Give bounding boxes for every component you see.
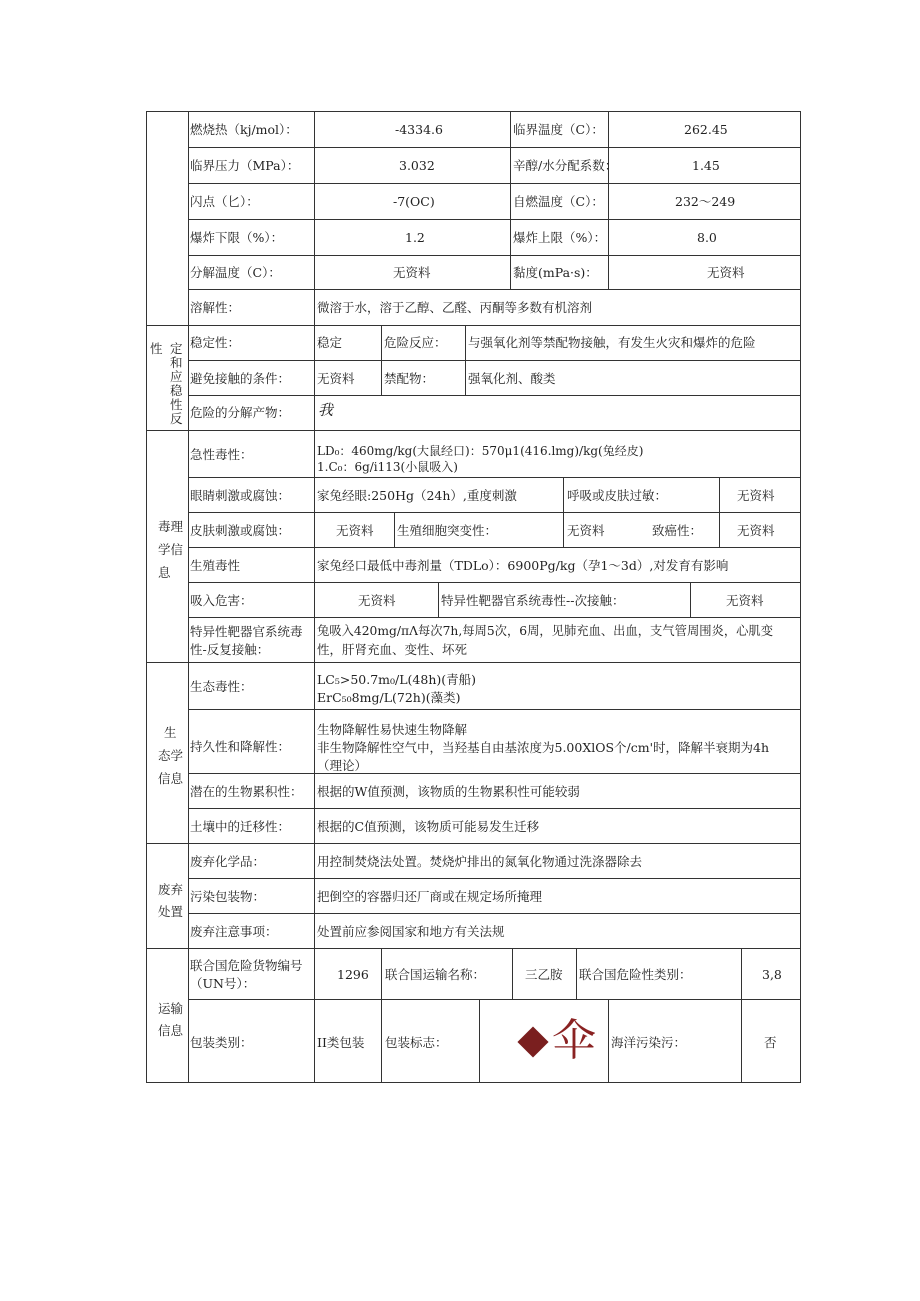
stability-value: 稳定 xyxy=(317,335,343,350)
avoid-conditions-value: 无资料 xyxy=(317,371,355,386)
eye-irritation-label: 眼睛刺激或腐蚀： xyxy=(190,488,291,503)
upper-explosive-label: 爆炸上限（%）： xyxy=(513,230,607,245)
autoignition-label: 自燃温度（C）： xyxy=(513,194,604,209)
upper-explosive-value: 8.0 xyxy=(697,230,717,245)
inhalation-hazard-label: 吸入危害： xyxy=(190,593,253,608)
solubility-value: 微溶于水，溶于乙醇、乙醛、丙酮等多数有机溶剂 xyxy=(317,300,593,315)
transport-section-line2: 信息 xyxy=(158,1023,184,1038)
critical-temp-value: 262.45 xyxy=(684,122,728,137)
flash-point-label: 闪点（匕）： xyxy=(190,194,259,209)
contaminated-packaging-label: 污染包装物： xyxy=(190,889,266,904)
decomposition-products-label: 危险的分解产物： xyxy=(190,405,291,420)
stot-repeated-value-2: 性，肝肾充血、变性、坏死 xyxy=(317,642,468,657)
hazard-reaction-value: 与强氧化剂等禁配物接触，有发生火灾和爆炸的危险 xyxy=(468,335,756,350)
inhalation-hazard-value: 无资料 xyxy=(358,593,396,608)
disposal-section-line2: 处置 xyxy=(158,904,184,919)
stot-single-label: 特异性靶器官系统毒性--次接触： xyxy=(441,593,625,608)
ecotoxicity-line1: LC₅>50.7m₀/L(48h)(青船) xyxy=(317,672,477,687)
skin-irritation-value: 无资料 xyxy=(336,523,374,538)
incompatible-label: 禁配物： xyxy=(384,371,435,386)
disposal-section-line1: 废弃 xyxy=(158,882,184,897)
persistence-line3: （理论） xyxy=(317,758,368,773)
persistence-label: 持久性和降解性： xyxy=(190,739,291,754)
waste-chemical-value: 用控制焚烧法处置。焚烧炉排出的氮氧化物通过洗涤器除去 xyxy=(317,854,643,869)
germ-cell-label: 生殖细胞突变性： xyxy=(397,523,498,538)
stability-label: 稳定性： xyxy=(190,335,241,350)
tox-section-line1: 毒理 xyxy=(158,519,184,534)
hazard-reaction-label: 危险反应： xyxy=(384,335,447,350)
transport-top-line xyxy=(146,948,801,949)
reproductive-toxicity-value: 家兔经口最低中毒剂量（TDLo）：6900Pg/kg（孕1～3d）,对发育有影响 xyxy=(317,558,729,573)
eco-section-line1: 生 xyxy=(164,725,177,740)
skin-irritation-label: 皮肤刺激或腐蚀： xyxy=(190,523,291,538)
acute-toxicity-label: 急性毒性： xyxy=(190,447,253,462)
stability-section-char-3: 应 xyxy=(170,369,183,384)
tox-section-line3: 息 xyxy=(158,565,171,580)
un-number-label-1: 联合国危险货物编号 xyxy=(190,958,303,973)
stability-top-line xyxy=(146,325,801,326)
un-number-value: 1296 xyxy=(337,967,369,982)
waste-chemical-label: 废弃化学品： xyxy=(190,854,266,869)
marine-pollutant-label: 海洋污染污： xyxy=(611,1035,687,1050)
stot-repeated-label-2: 性-反复接触： xyxy=(190,642,270,657)
decomposition-temp-value: 无资料 xyxy=(393,265,431,280)
hazard-pictogram-icon: 伞 xyxy=(552,1015,596,1066)
un-number-label-2: （UN号）： xyxy=(190,976,256,991)
stability-section-char-1: 定 xyxy=(170,341,183,356)
reproductive-toxicity-label: 生殖毒性 xyxy=(190,558,241,573)
un-hazard-class-label: 联合国危险性类别： xyxy=(579,967,692,982)
stability-section-char-2: 和 xyxy=(170,355,183,370)
heat-of-combustion-label: 燃烧热（kj/mol）： xyxy=(190,122,298,137)
un-shipping-name-value: 三乙胺 xyxy=(525,967,563,982)
critical-pressure-label: 临界压力（MPa）： xyxy=(190,158,300,173)
eye-irritation-value: 家兔经眼:250Hg（24h）,重度刺激 xyxy=(317,488,517,503)
decomposition-products-value: 我 xyxy=(318,401,334,419)
eco-section-line2: 态学 xyxy=(158,748,184,763)
section-column-line xyxy=(188,111,189,1083)
skin-sensitization-value: 无资料 xyxy=(737,488,775,503)
packing-group-value: II类包装 xyxy=(317,1035,365,1050)
transport-section-line1: 运输 xyxy=(158,1001,184,1016)
solubility-label: 溶解性： xyxy=(190,300,241,315)
acute-toxicity-line1: LD₀：460mg/kg(大鼠经口)：570μ1(416.lmg)/kg(兔经皮) xyxy=(317,444,644,458)
octanol-water-value: 1.45 xyxy=(692,158,720,173)
tox-section-line2: 学信 xyxy=(158,542,184,557)
bioaccumulation-value: 根据的W值预测，该物质的生物累积性可能较弱 xyxy=(317,784,580,799)
stot-repeated-value-1: 兔吸入420mg/πΛ每次7h,每周5次，6周，见肺充血、出血，支气管周围炎，心肌变 xyxy=(317,624,774,638)
viscosity-label: 黏度(mPa·s)： xyxy=(513,265,598,280)
soil-mobility-value: 根据的C值预测，该物质可能易发生迁移 xyxy=(317,819,540,834)
contaminated-packaging-value: 把倒空的容器归还厂商或在规定场所掩理 xyxy=(317,889,543,904)
decomposition-temp-label: 分解温度（C）： xyxy=(190,265,281,280)
eco-section-line3: 信息 xyxy=(158,771,184,786)
lower-explosive-value: 1.2 xyxy=(405,230,425,245)
bioaccumulation-label: 潜在的生物累积性： xyxy=(190,784,303,799)
skin-sensitization-label: 呼吸或皮肤过敏： xyxy=(567,488,668,503)
disposal-notes-label: 废弃注意事项： xyxy=(190,924,278,939)
stability-section-char-4: 稳 xyxy=(170,383,183,398)
packing-group-label: 包装类别： xyxy=(190,1035,253,1050)
stot-repeated-label-1: 特异性靶器官系统毒 xyxy=(190,624,303,639)
persistence-line1: 生物降解性易快速生物降解 xyxy=(317,722,468,737)
acute-toxicity-line2: 1.C₀：6g/i113(小鼠吸入) xyxy=(317,460,458,474)
octanol-water-label: 辛醇/水分配系数： xyxy=(513,158,618,173)
incompatible-value: 强氧化剂、酸类 xyxy=(468,371,556,386)
packing-mark-label: 包装标志： xyxy=(385,1035,448,1050)
lower-explosive-label: 爆炸下限（%）： xyxy=(190,230,284,245)
heat-of-combustion-value: -4334.6 xyxy=(395,122,443,137)
marine-pollutant-value: 否 xyxy=(764,1035,777,1050)
ecotoxicity-line2: ErC₅₀8mg/L(72h)(藻类) xyxy=(317,690,461,705)
avoid-conditions-label: 避免接触的条件： xyxy=(190,371,291,386)
stability-section-char-5: 性 xyxy=(170,397,183,412)
viscosity-value: 无资料 xyxy=(707,265,745,280)
un-shipping-name-label: 联合国运输名称： xyxy=(385,967,486,982)
disposal-top-line xyxy=(146,843,801,844)
eco-top-line xyxy=(146,662,801,663)
flash-point-value: -7(OC) xyxy=(393,194,435,209)
stability-section-char-left: 性 xyxy=(150,341,163,356)
stot-single-value: 无资料 xyxy=(726,593,764,608)
germ-cell-value: 无资料 xyxy=(567,523,605,538)
carcinogenicity-label: 致癌性： xyxy=(652,523,703,538)
critical-temp-label: 临界温度（C）： xyxy=(513,122,604,137)
autoignition-value: 232～249 xyxy=(675,194,736,209)
persistence-line2: 非生物降解性空气中，当羟基自由基浓度为5.00XlOS个/cm'时，降解半衰期为4h xyxy=(317,740,770,755)
tox-top-line xyxy=(146,430,801,431)
stability-section-char-6: 反 xyxy=(170,411,183,426)
carcinogenicity-value: 无资料 xyxy=(737,523,775,538)
un-hazard-class-value: 3,8 xyxy=(762,967,782,982)
critical-pressure-value: 3.032 xyxy=(399,158,435,173)
disposal-notes-value: 处置前应参阅国家和地方有关法规 xyxy=(317,924,505,939)
ecotoxicity-label: 生态毒性： xyxy=(190,679,253,694)
soil-mobility-label: 土壤中的迁移性： xyxy=(190,819,291,834)
